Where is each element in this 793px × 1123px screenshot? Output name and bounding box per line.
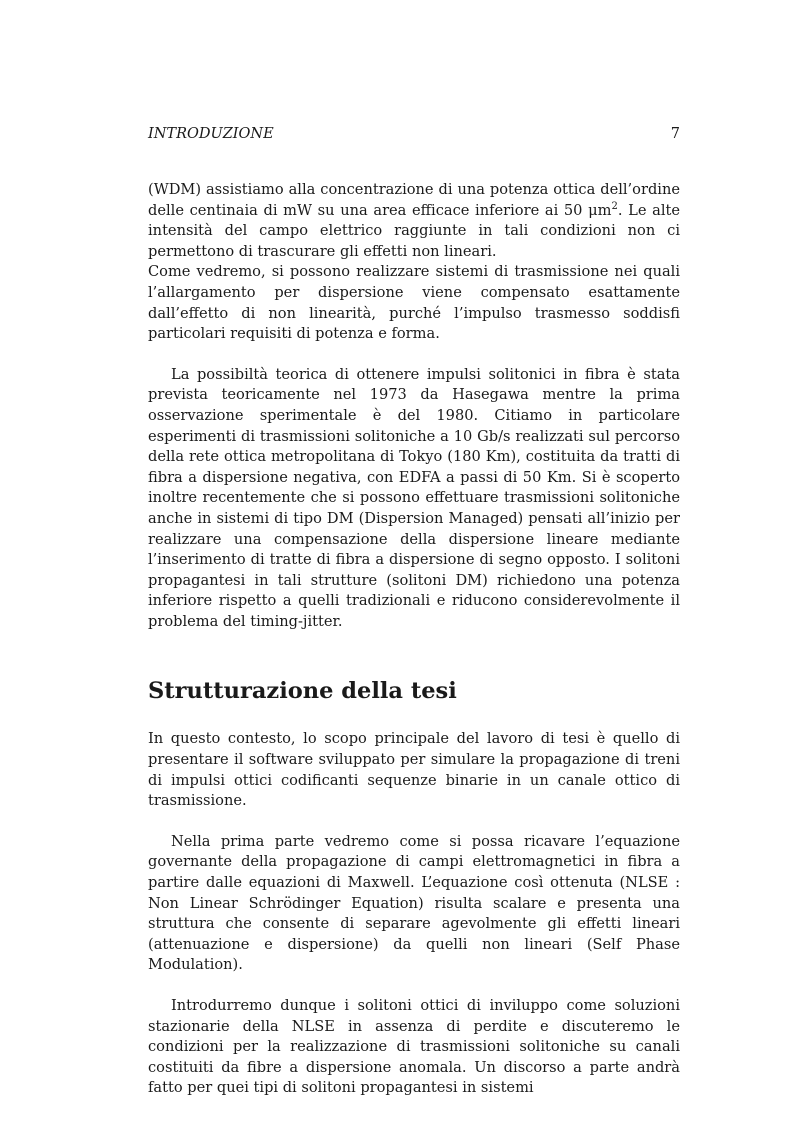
running-header — [148, 124, 680, 144]
paragraph-optical-solitons: Introdurremo dunque i solitoni ottici di inviluppo come soluzioni stazionarie della NLSE in assenza di perdite e discuteremo le condizioni per la realizzazione di trasmissioni solitoniche su canali costituiti da fibre a dispersione anomala. Un discorso a parte andrà fatto per quei tipi di solitoni propagantesi in sistemi — [148, 997, 680, 1097]
paragraph-wdm — [148, 180, 680, 262]
paragraph-wdm-start: (WDM) assistiamo alla concentrazione di una potenza ottica dell’ordine delle centinaia di mW su una area efficace inferiore ai 50 μm — [148, 181, 680, 219]
paragraph-wdm-end: . Le alte intensità del campo elettrico raggiunte in tali condizioni non ci permettono di trascurare gli effetti non lineari. — [148, 201, 680, 260]
paragraph-context: In questo contesto, lo scopo principale del lavoro di tesi è quello di presentare il software sviluppato per simulare la propagazione di treni di impulsi ottici codificanti sequenze binarie in un canale ottico di trasmissione. — [148, 730, 680, 810]
paragraph-gap — [148, 812, 680, 832]
paragraph-gap — [148, 976, 680, 996]
body-text — [148, 180, 680, 1099]
paragraph-solitons-history: La possibiltà teorica di ottenere impulsi solitonici in fibra è stata prevista teoricamente nel 1973 da Hasegawa mentre la prima osservazione sperimentale è del 1980. Citiamo in particolare esperimenti di trasmissioni solitoniche a 10 Gb/s realizzati sul percorso della rete ottica metropolitana di Tokyo (180 Km), costituita da tratti di fibra a dispersione negativa, con EDFA a passi di 50 Km. Si è scoperto inoltre recentemente che si possono effettuare trasmissioni solitoniche anche in sistemi di tipo DM (Dispersion Managed) pensati all’inizio per realizzare una compensazione della dispersione lineare mediante l’inserimento di tratte di fibra a dispersione di segno opposto. I solitoni propagantesi in tali strutture (solitoni DM) richiedono una potenza inferiore rispetto a quelli tradizionali e riducono considerevolmente il problema del timing-jitter. — [148, 365, 680, 630]
paragraph-nlse: Nella prima parte vedremo come si possa ricavare l’equazione governante della propagazione di campi elettromagnetici in fibra a partire dalle equazioni di Maxwell. L’equazione così ottenuta (NLSE : Non Linear Schrödinger Equation) risulta scalare e presenta una struttura che consente di separare agevolmente gli effetti lineari (attenuazione e dispersione) da quelli non lineari (Self Phase Modulation). — [148, 832, 680, 974]
running-title: INTRODUZIONE — [148, 126, 274, 142]
unit-exponent: 2 — [611, 200, 618, 212]
section-heading: Strutturazione della tesi — [148, 678, 457, 705]
page-number: 7 — [670, 126, 680, 142]
paragraph-dispersion: Come vedremo, si possono realizzare sistemi di trasmissione nei quali l’allargamento per dispersione viene compensato esattamente dall’effetto di non linearità, purché l’impulso trasmesso soddisfi particolari requisiti di potenza e forma. — [148, 263, 680, 343]
paragraph-gap — [148, 345, 680, 365]
document-page — [148, 0, 680, 1123]
